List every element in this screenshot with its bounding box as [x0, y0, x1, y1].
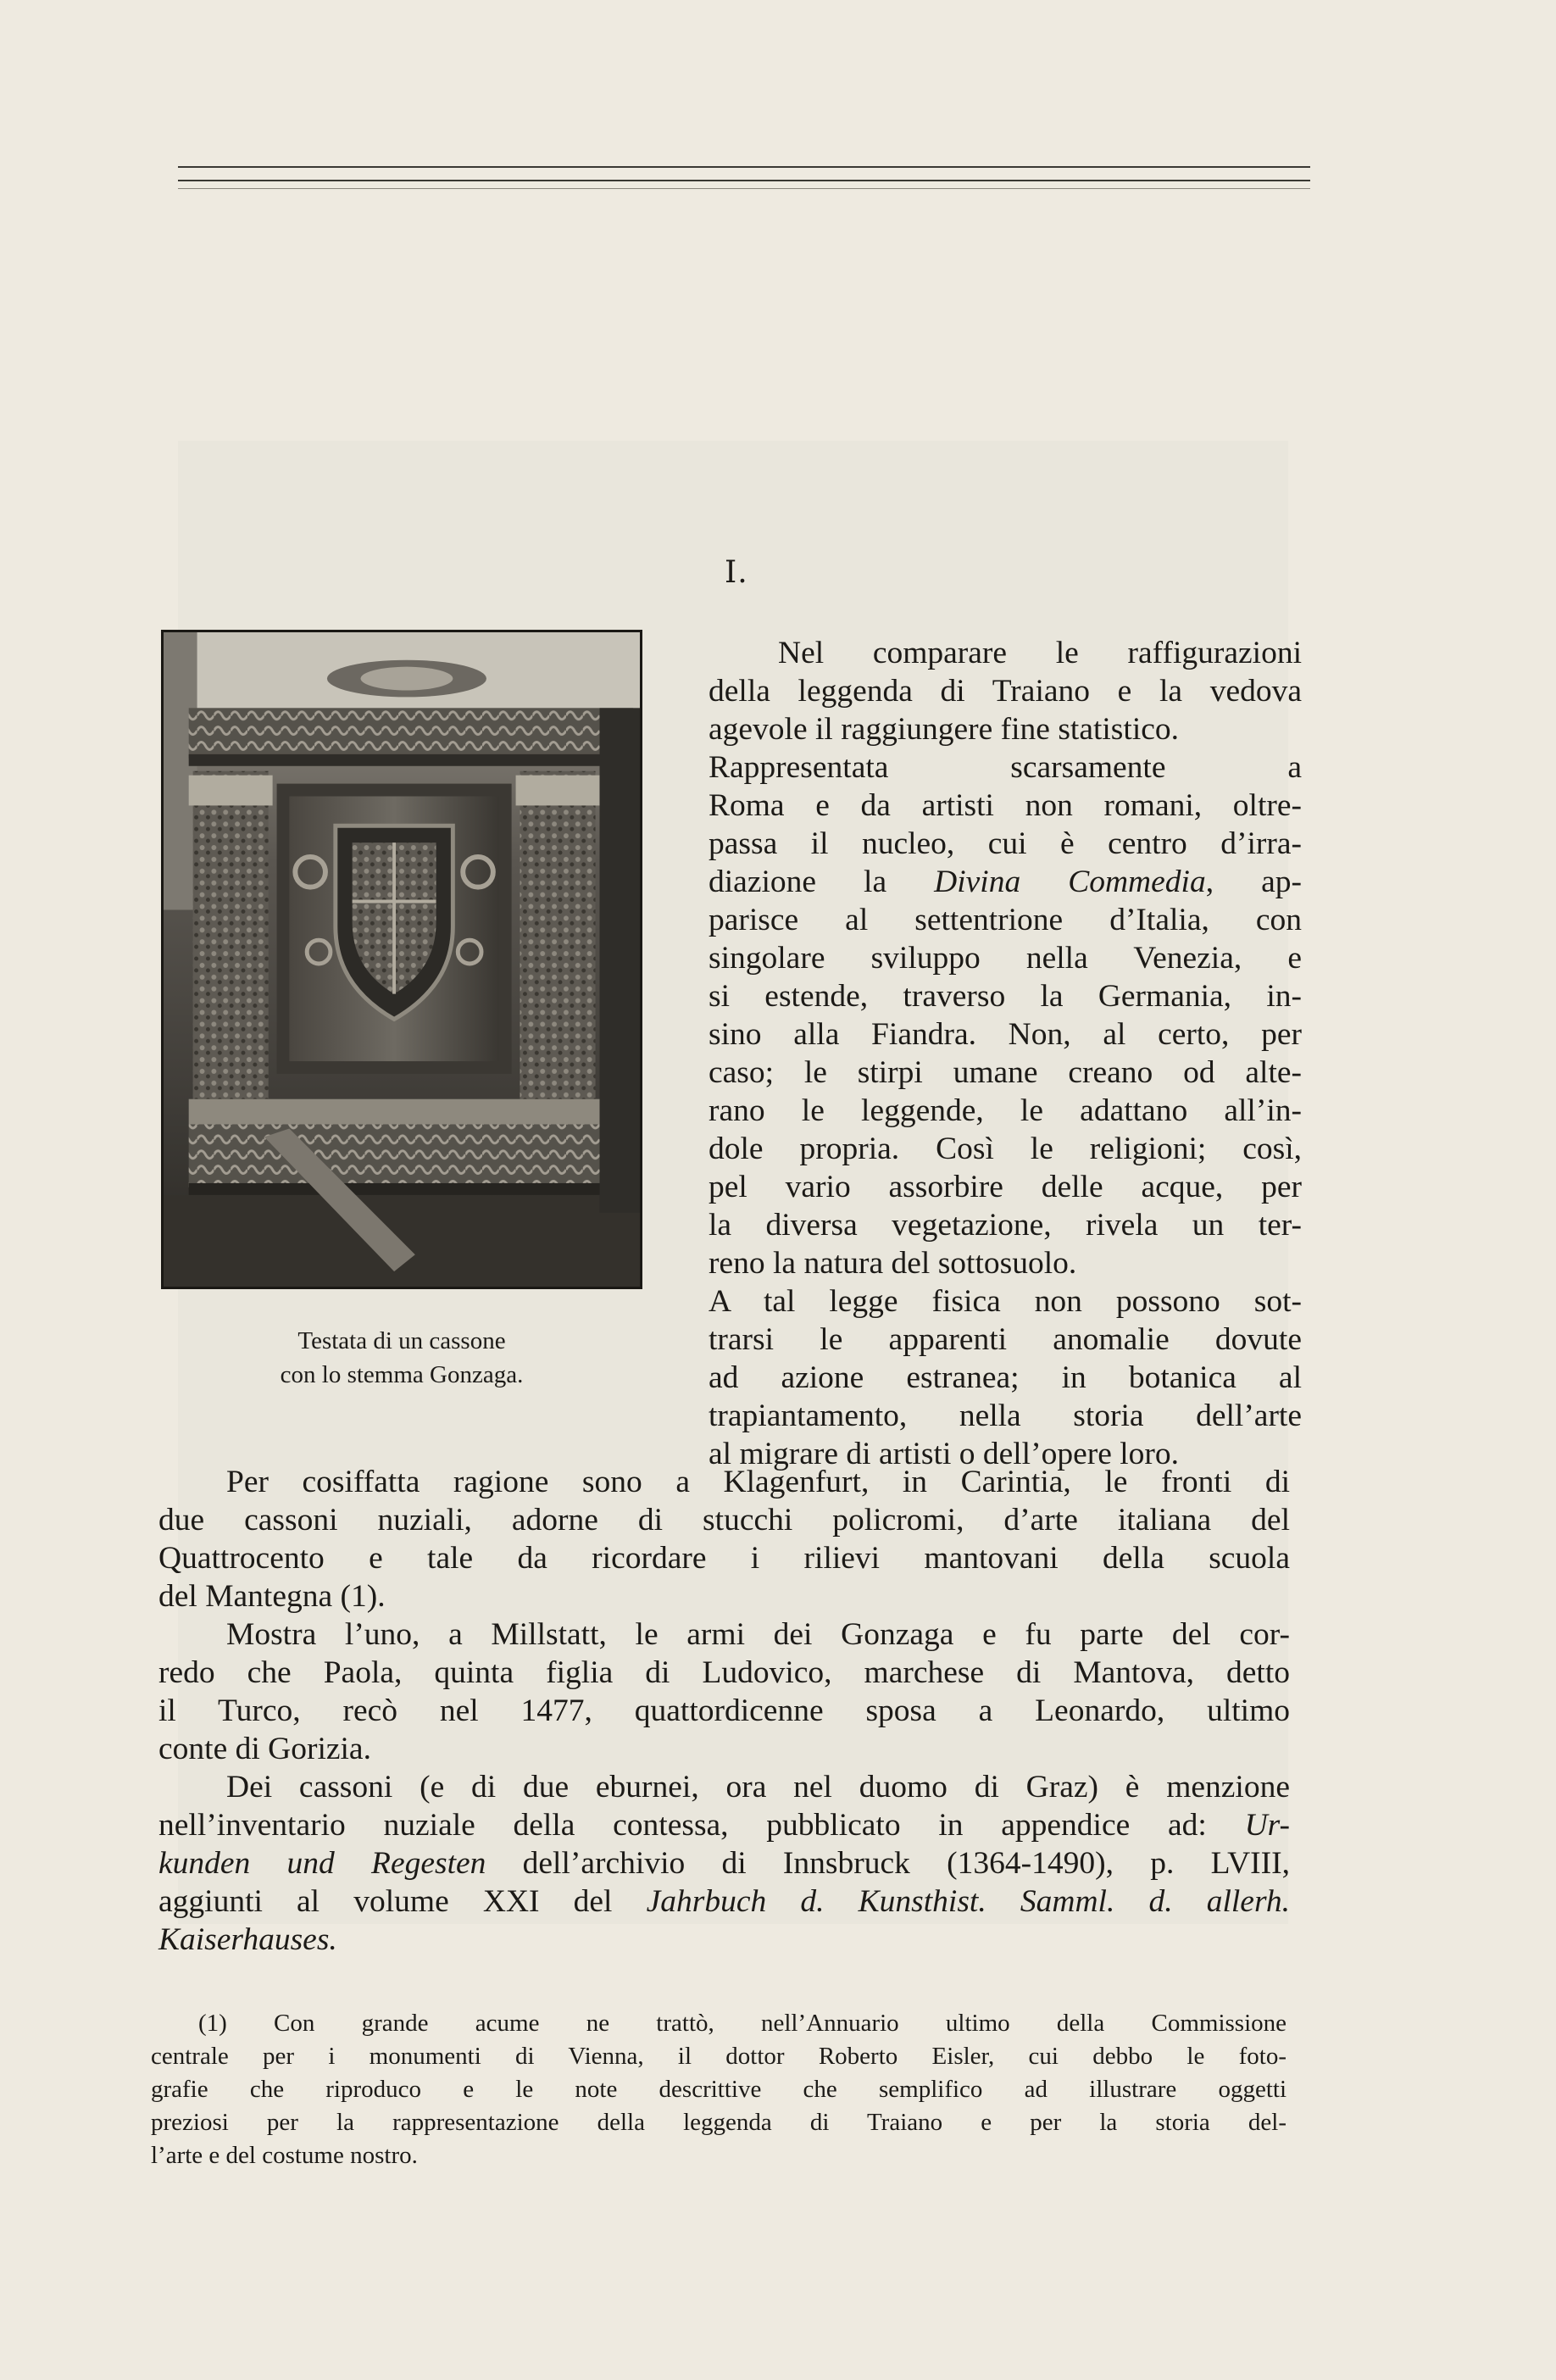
cassone-photograph	[161, 630, 642, 1289]
text-line: Mostra l’uno, a Millstatt, le armi dei Gonzaga e fu parte del cor-	[226, 1617, 1290, 1652]
text-line: dole propria. Così le religioni; così,	[709, 1132, 1302, 1166]
text-line: Quattrocento e tale da ricordare i rilievi mantovani della scuola	[158, 1541, 1290, 1576]
text-line: diazione la Divina Commedia, ap-	[709, 865, 1302, 899]
figure-caption	[161, 1324, 642, 1392]
text-line: singolare sviluppo nella Venezia, e	[709, 941, 1302, 976]
column-paragraph-3	[709, 1282, 1302, 1473]
cassone-photo-drawing	[164, 632, 640, 1287]
caption-line: con lo stemma Gonzaga.	[280, 1361, 524, 1388]
text-line: al migrare di artisti o dell’opere loro.	[709, 1437, 1180, 1471]
text-line: trapiantamento, nella storia dell’arte	[709, 1399, 1302, 1433]
text-line: ad azione estranea; in botanica al	[709, 1360, 1302, 1395]
text-line: A tal legge fisica non possono sot-	[709, 1284, 1302, 1319]
text-line: reno la natura del sottosuolo.	[709, 1246, 1077, 1281]
text-line: il Turco, recò nel 1477, quattordicenne sposa a Leonardo, ultimo	[158, 1693, 1290, 1728]
text-line: della leggenda di Traiano e la vedova	[709, 674, 1302, 709]
header-rule-middle	[178, 180, 1310, 181]
text-line: si estende, traverso la Germania, in-	[709, 979, 1302, 1014]
text-line: rano le leggende, le adattano all’in-	[709, 1093, 1302, 1128]
text-line: Dei cassoni (e di due eburnei, ora nel duomo di Graz) è menzione	[226, 1770, 1290, 1804]
text-line: Kaiserhauses.	[158, 1922, 337, 1957]
footnote-line: grafie che riproduco e le note descrittive che semplifico ad illustrare oggetti	[151, 2076, 1286, 2103]
header-rule-bottom	[178, 188, 1310, 189]
text-line: kunden und Regesten dell’archivio di Innsbruck (1364-1490), p. LVIII,	[158, 1846, 1291, 1881]
body-paragraph-1	[158, 1463, 1290, 1615]
text-line: trarsi le apparenti anomalie dovute	[709, 1322, 1302, 1357]
text-line: del Mantegna (1).	[158, 1579, 386, 1614]
footnote-line: preziosi per la rappresentazione della leggenda di Traiano e per la storia del-	[151, 2109, 1286, 2136]
text-line: conte di Gorizia.	[158, 1732, 371, 1766]
text-line: redo che Paola, quinta figlia di Ludovico, marchese di Mantova, detto	[158, 1655, 1290, 1690]
text-line: nell’inventario nuziale della contessa, pubblicato in appendice ad: Ur-	[158, 1808, 1290, 1843]
body-paragraph-2	[158, 1615, 1290, 1768]
caption-line: Testata di un cassone	[297, 1327, 506, 1354]
text-line: aggiunti al volume XXI del Jahrbuch d. Kunsthist. Samml. d. allerh.	[158, 1884, 1290, 1919]
text-line: agevole il raggiungere fine statistico.	[709, 712, 1180, 747]
text-line: Roma e da artisti non romani, oltre-	[709, 788, 1302, 823]
footnote-line: centrale per i monumenti di Vienna, il dottor Roberto Eisler, cui debbo le foto-	[151, 2043, 1286, 2070]
text-line: caso; le stirpi umane creano od alte-	[709, 1055, 1302, 1090]
footnote-line: (1) Con grande acume ne trattò, nell’Annuario ultimo della Commissione	[198, 2010, 1286, 2037]
text-line: la diversa vegetazione, rivela un ter-	[709, 1208, 1302, 1243]
section-number: I.	[725, 555, 748, 590]
text-line: passa il nucleo, cui è centro d’irra-	[709, 826, 1302, 861]
text-line: Per cosiffatta ragione sono a Klagenfurt, in Carintia, le fronti di	[226, 1465, 1290, 1499]
text-line: Rappresentata scarsamente a	[709, 750, 1302, 785]
text-line: sino alla Fiandra. Non, al certo, per	[709, 1017, 1302, 1052]
text-line: due cassoni nuziali, adorne di stucchi policromi, d’arte italiana del	[158, 1503, 1290, 1538]
footnote	[151, 2007, 1286, 2172]
footnote-line: l’arte e del costume nostro.	[151, 2142, 418, 2169]
column-paragraph-1	[709, 634, 1302, 748]
text-line: parisce al settentrione d’Italia, con	[709, 903, 1302, 937]
header-rule-top	[178, 166, 1310, 168]
column-paragraph-2	[709, 748, 1302, 1282]
text-line: Nel comparare le raffigurazioni	[778, 636, 1302, 670]
text-line: pel vario assorbire delle acque, per	[709, 1170, 1302, 1204]
body-paragraph-3	[158, 1768, 1290, 1959]
